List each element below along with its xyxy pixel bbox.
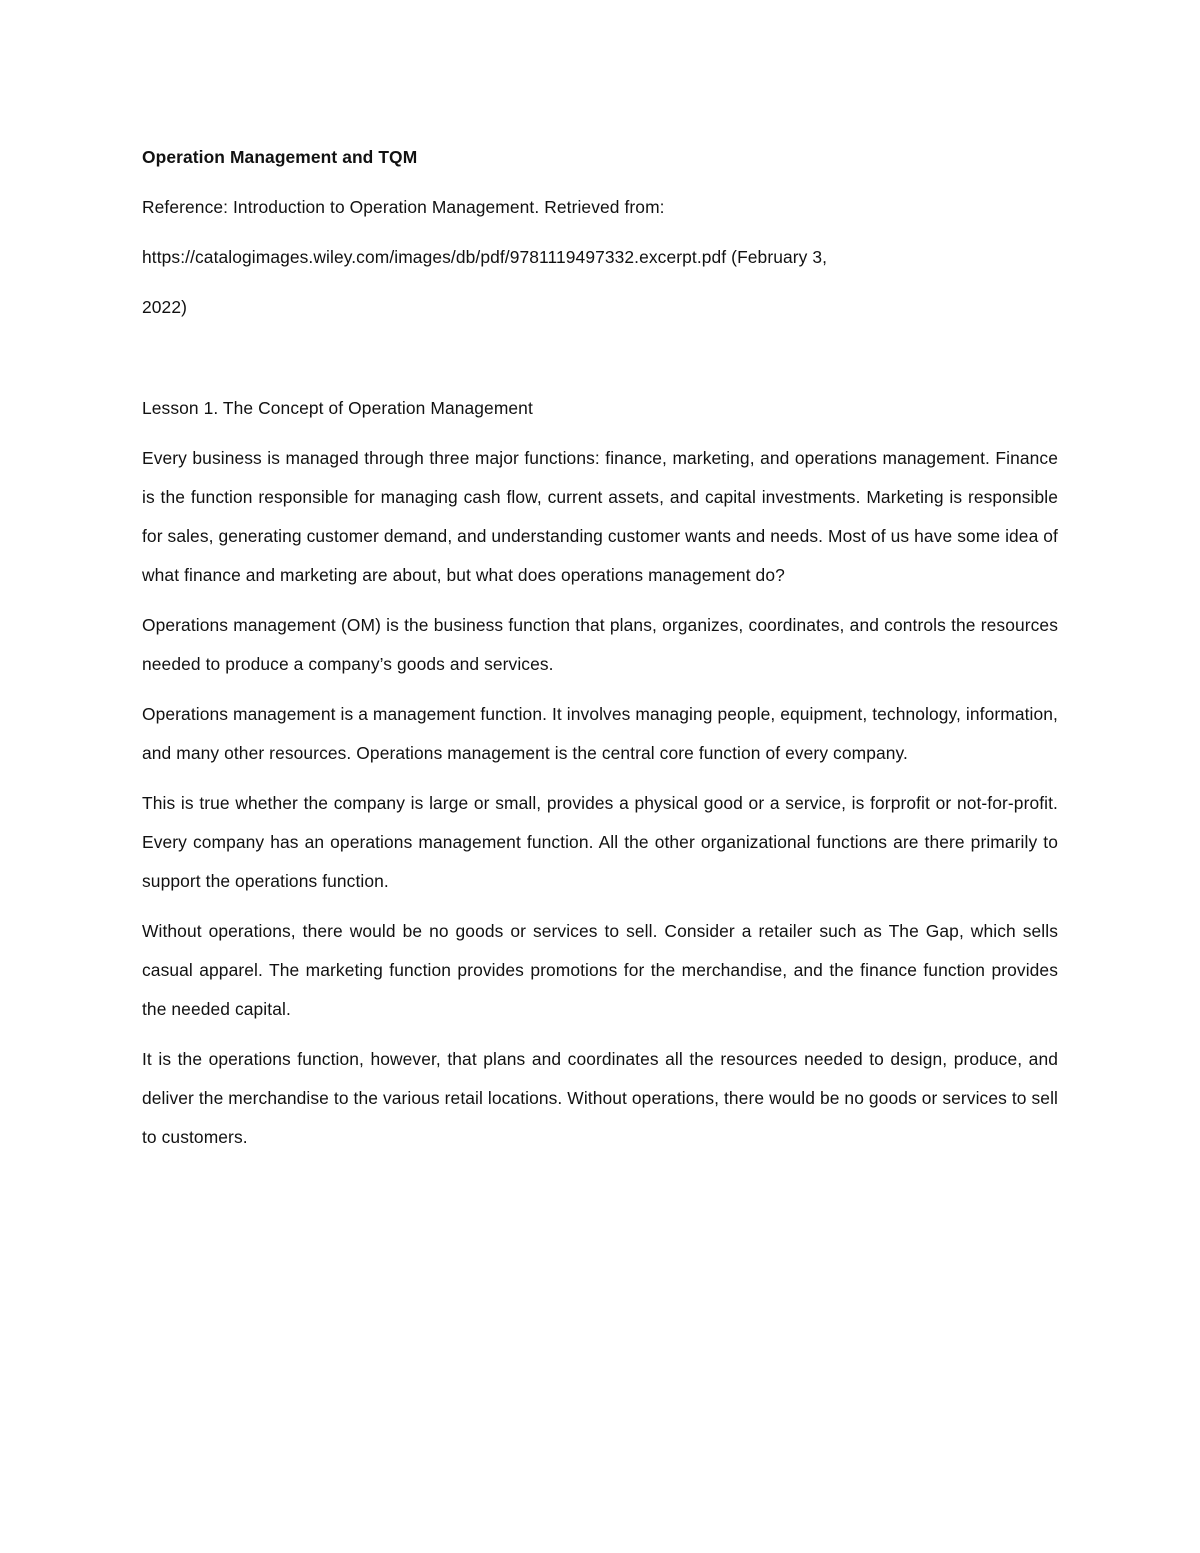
reference-label: Reference: Introduction to Operation Management. Retrieved from: bbox=[142, 197, 665, 217]
spacer bbox=[142, 367, 1058, 378]
body-paragraph: Without operations, there would be no goods or services to sell. Consider a retailer such as The Gap, which sells casual apparel. The marketing function provides promotions for the merchandise, and the finance function provides the needed capital. bbox=[142, 921, 1058, 1019]
lesson-heading: Lesson 1. The Concept of Operation Management bbox=[142, 398, 533, 418]
document-title: Operation Management and TQM bbox=[142, 147, 418, 167]
spacer bbox=[142, 277, 1058, 288]
body-paragraph: This is true whether the company is large or small, provides a physical good or a service, is forprofit or not-for-profit. Every company has an operations management function. All the other organizational functions are there primarily to support the operations function. bbox=[142, 793, 1058, 891]
body-paragraph: Every business is managed through three major functions: finance, marketing, and operations management. Finance is the function responsible for managing cash flow, current assets, and capital investments. Marketing is responsible for sales, generating customer demand, and understanding customer wants and needs. Most of us have some idea of what finance and marketing are about, but what does operations management do? bbox=[142, 448, 1058, 585]
spacer bbox=[142, 327, 1058, 367]
body-paragraph: Operations management is a management function. It involves managing people, equipment, technology, information, and many other resources. Operations management is the central core function of every company. bbox=[142, 704, 1058, 763]
spacer bbox=[142, 428, 1058, 439]
document-page bbox=[142, 138, 1058, 1157]
spacer bbox=[142, 227, 1058, 238]
body-paragraph: It is the operations function, however, that plans and coordinates all the resources needed to design, produce, and deliver the merchandise to the various retail locations. Without operations, there would be no goods or services to sell to customers. bbox=[142, 1049, 1058, 1147]
body-paragraph: Operations management (OM) is the business function that plans, organizes, coordinates, and controls the resources needed to produce a company’s goods and services. bbox=[142, 615, 1058, 674]
spacer bbox=[142, 177, 1058, 188]
reference-url: https://catalogimages.wiley.com/images/db/pdf/9781119497332.excerpt.pdf (February 3, bbox=[142, 247, 828, 267]
spacer bbox=[142, 378, 1058, 389]
reference-year: 2022) bbox=[142, 297, 187, 317]
